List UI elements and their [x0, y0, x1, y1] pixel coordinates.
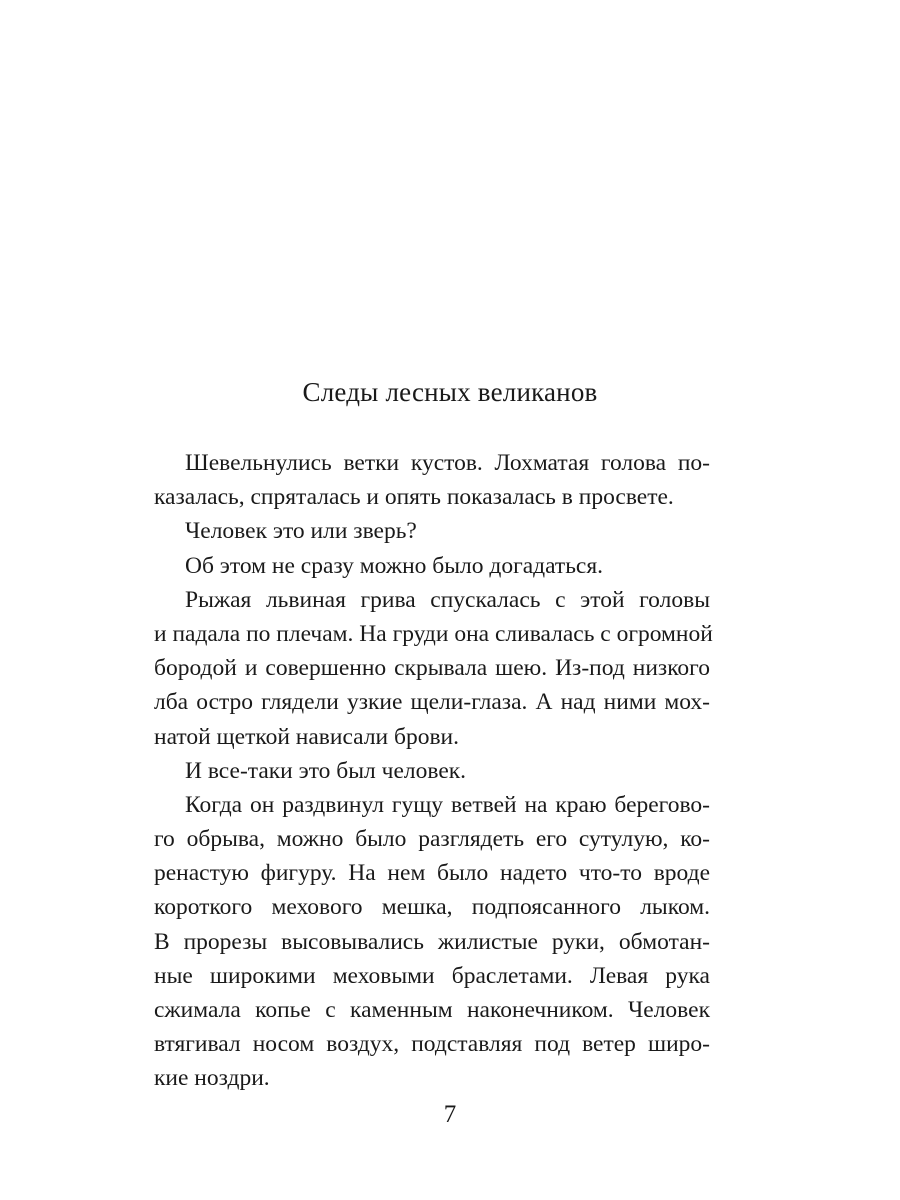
text-line: короткого мехового мешка, подпоясанного лыком. [154, 894, 710, 921]
text-line: казалась, спряталась и опять показалась в просвете. [154, 484, 674, 511]
text-line: Об этом не сразу можно было догадаться. [185, 552, 604, 579]
text-line: натой щеткой нависали брови. [154, 723, 459, 750]
text-line: Шевельнулись ветки кустов. Лохматая голова по- [185, 450, 710, 476]
text-line: го обрыва, можно было разглядеть его сутулую, ко- [154, 826, 710, 853]
body-text [154, 446, 713, 1096]
page-number: 7 [443, 1101, 457, 1128]
text-line: ные широкими меховыми браслетами. Левая рука [154, 962, 710, 989]
text-line: И все-таки это был человек. [185, 757, 467, 784]
text-line: сжимала копье с каменным наконечником. Человек [154, 997, 710, 1023]
text-line: В прорезы высовывались жилистые руки, обмотан- [154, 928, 710, 955]
text-line: Рыжая львиная грива спускалась с этой головы [185, 586, 710, 613]
text-line: ренастую фигуру. На нем было надето что-то вроде [154, 860, 710, 887]
text-line: втягивал носом воздух, подставляя под ветер широ- [154, 1031, 710, 1058]
text-line: кие ноздри. [154, 1065, 270, 1092]
text-line: и падала по плечам. На груди она сливалась с огромной [154, 620, 713, 647]
text-line: Когда он раздвинул гущу ветвей на краю берегово- [185, 791, 710, 818]
chapter-title: Следы лесных великанов [302, 377, 598, 407]
text-line: лба остро глядели узкие щели-глаза. А над ними мох- [154, 689, 710, 716]
text-line: бородой и совершенно скрывала шею. Из-под низкого [154, 655, 710, 682]
text-line: Человек это или зверь? [185, 518, 417, 545]
